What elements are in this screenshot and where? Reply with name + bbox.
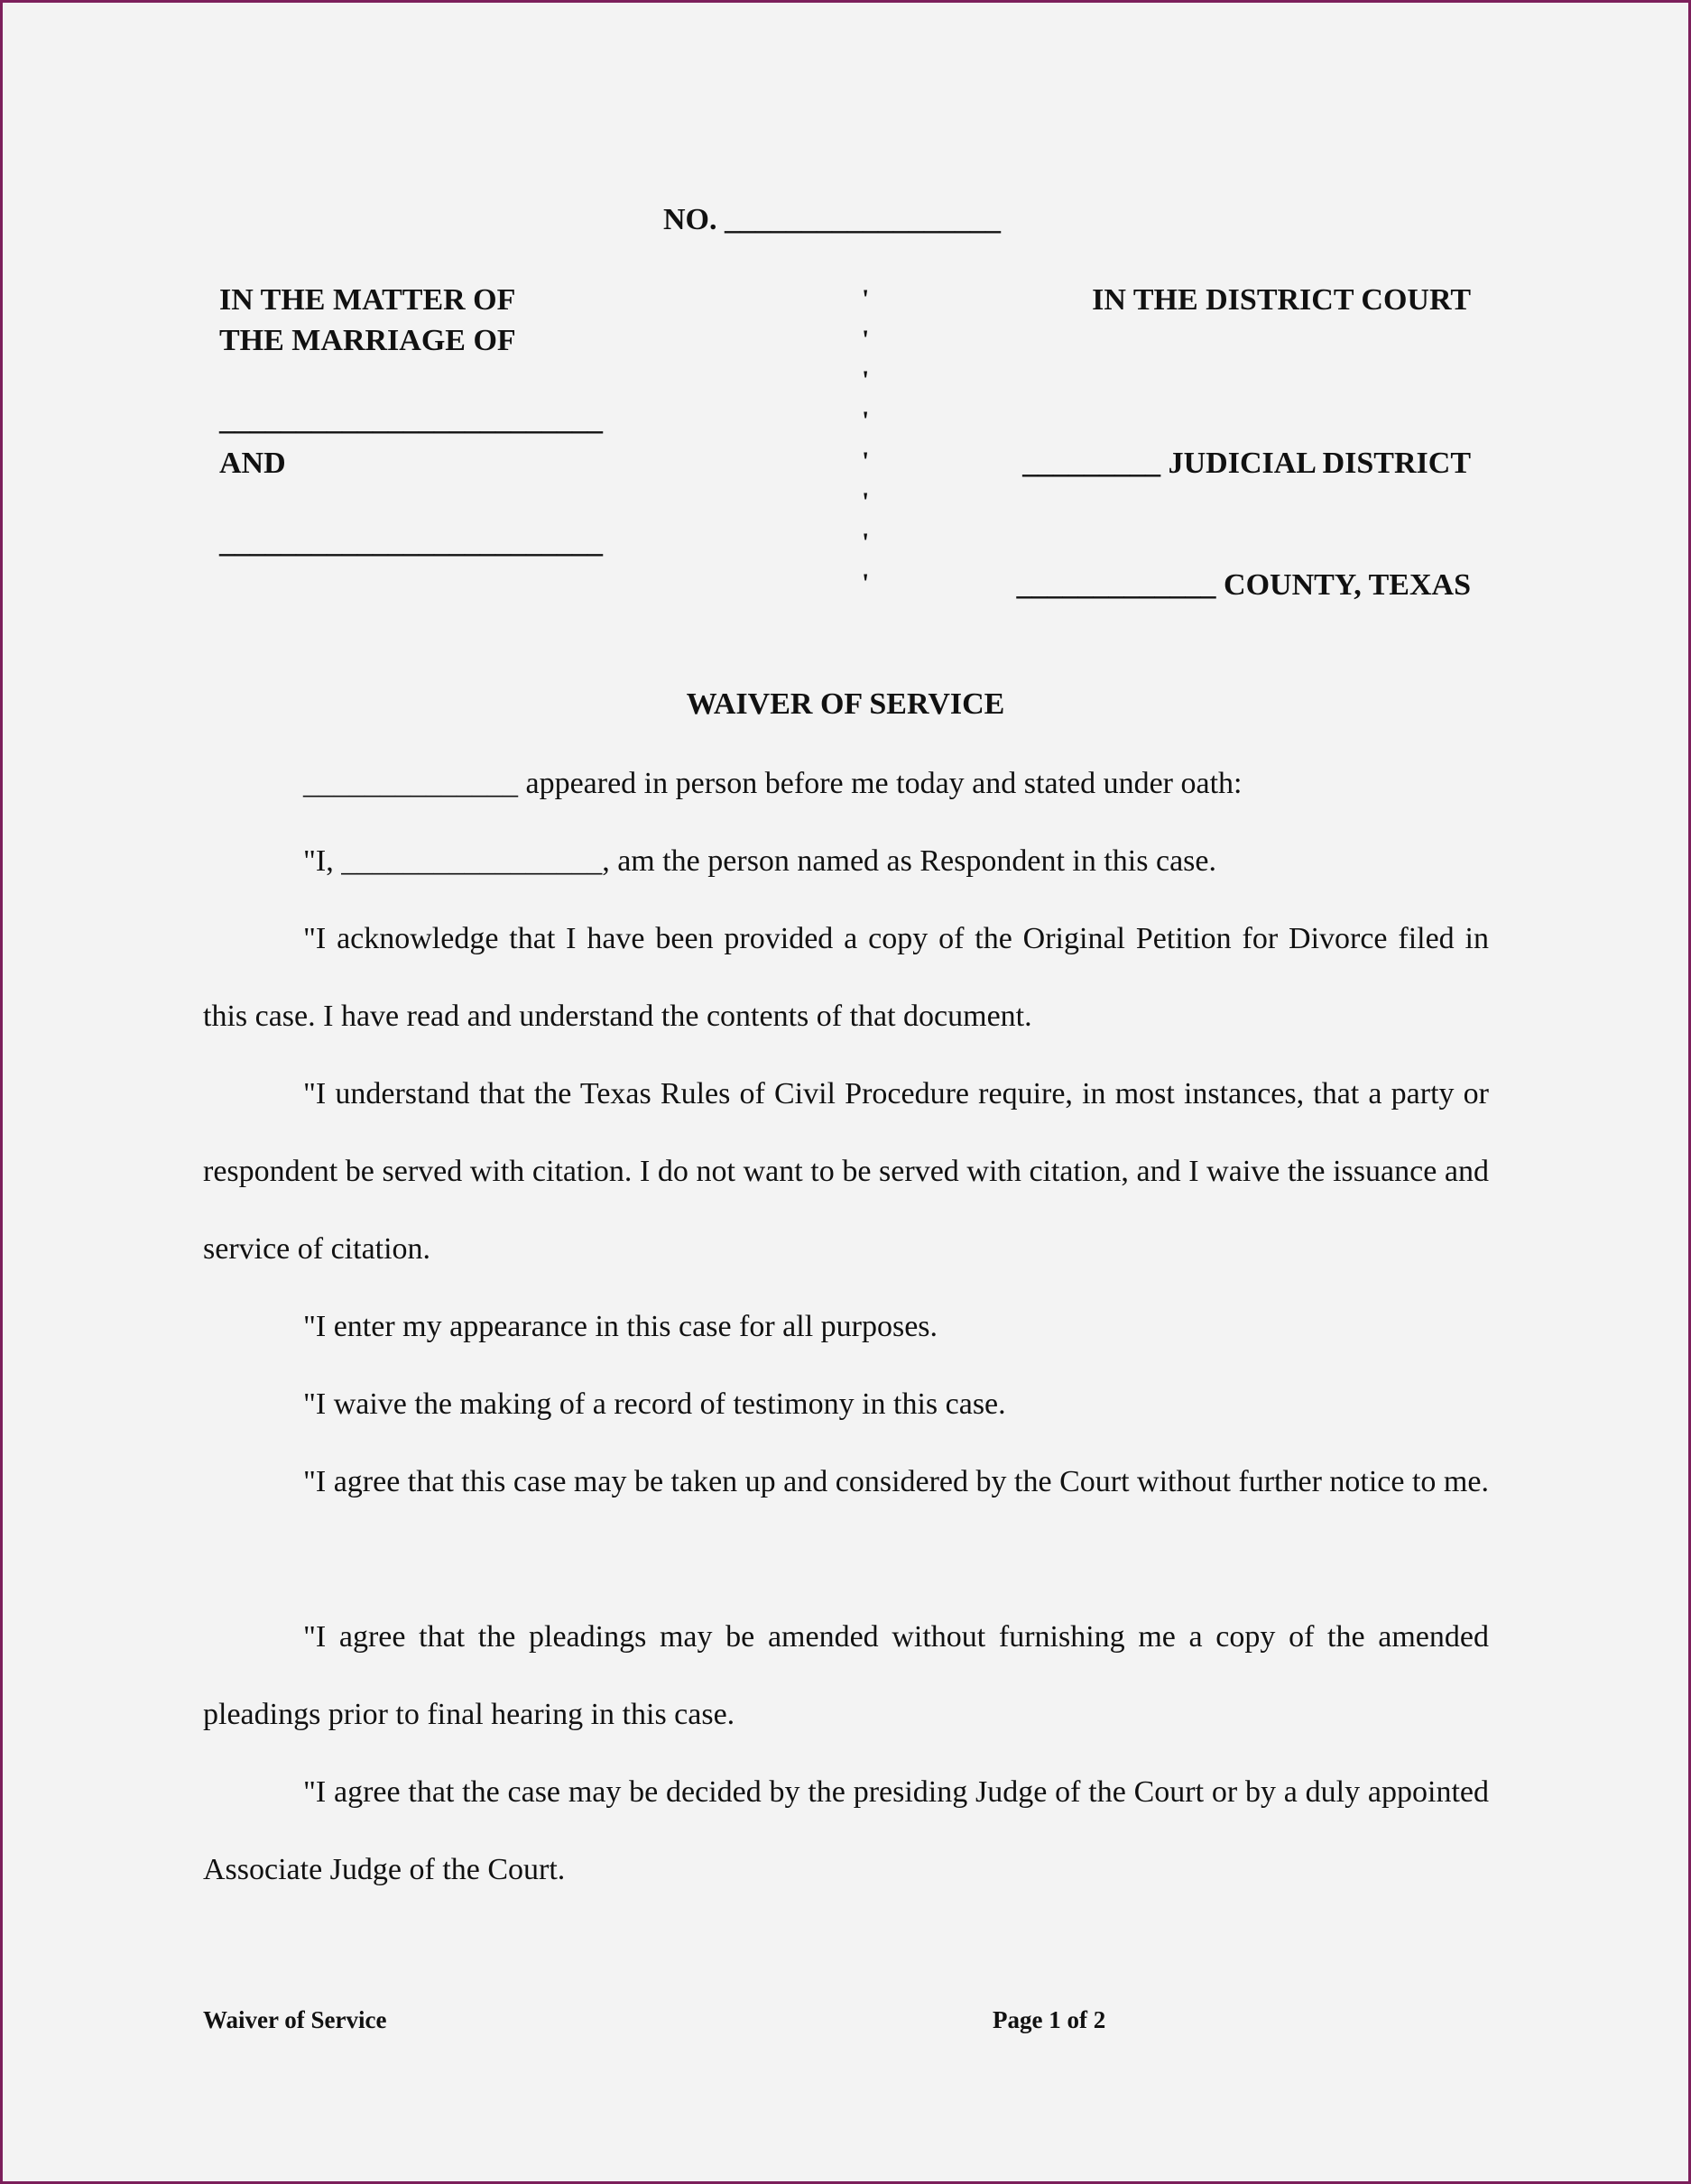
paragraph-no-notice [203, 1443, 1489, 1521]
caption-district-court: IN THE DISTRICT COURT [1092, 283, 1471, 317]
footer-page-number: Page 1 of 2 [993, 2006, 1106, 2033]
paragraph-text: "I agree that this case may be taken up and considered by the Court without further notice to me. [303, 1465, 1489, 1498]
affiant-name-blank[interactable]: ______________ [303, 767, 518, 800]
county-label: COUNTY, TEXAS [1224, 568, 1471, 602]
paragraph-acknowledge [203, 900, 1489, 1055]
paragraph-waive-record [203, 1366, 1489, 1443]
paragraph-text: "I acknowledge that I have been provided a copy of the Original Petition for Divorce filed in this case. I have read and understand the contents of that document. [203, 922, 1489, 1033]
case-number-blank[interactable]: __________________ [725, 203, 1001, 236]
footer-title: Waiver of Service [203, 2006, 387, 2033]
paragraph-text: appeared in person before me today and stated under oath: [518, 767, 1243, 800]
paragraph-appearance [203, 745, 1489, 823]
caption-separator: ' [862, 447, 870, 476]
petitioner-name-blank[interactable]: _________________________ [219, 403, 603, 437]
caption-separator: ' [862, 325, 870, 355]
caption-separator: ' [862, 487, 870, 517]
paragraph-text: "I enter my appearance in this case for all purposes. [303, 1310, 938, 1343]
caption-separator: ' [862, 284, 870, 314]
district-number-blank[interactable]: _________ [1022, 447, 1161, 480]
caption-separator: ' [862, 365, 870, 395]
case-number-label: NO. [663, 203, 717, 236]
paragraph-respondent [203, 823, 1489, 900]
caption-and: AND [219, 447, 286, 480]
paragraph-prefix: "I, [303, 844, 342, 878]
caption-separator: ' [862, 406, 870, 436]
caption-matter-line2: THE MARRIAGE OF [219, 324, 516, 357]
paragraph-text: "I waive the making of a record of testimony in this case. [303, 1387, 1006, 1421]
document-title: WAIVER OF SERVICE [686, 687, 1005, 721]
respondent-name-blank[interactable]: _________________________ [219, 526, 603, 559]
paragraph-text: , am the person named as Respondent in this case. [602, 844, 1216, 878]
judicial-district-label: JUDICIAL DISTRICT [1168, 447, 1471, 480]
caption-county [1017, 568, 1471, 603]
caption-judicial-district [1022, 447, 1471, 481]
paragraph-judge [203, 1754, 1489, 1909]
caption-separator: ' [862, 528, 870, 558]
caption-matter-line1: IN THE MATTER OF [219, 283, 516, 317]
respondent-blank[interactable]: _________________ [341, 844, 603, 878]
paragraph-rules [203, 1055, 1489, 1288]
paragraph-text: "I understand that the Texas Rules of Civil Procedure require, in most instances, that a party or respondent be served with citation. I do not want to be served with citation, and I waive the issuance and service of citation. [203, 1077, 1489, 1266]
county-name-blank[interactable]: _____________ [1016, 568, 1216, 602]
paragraph-amended-pleadings [203, 1599, 1489, 1754]
paragraph-enter-appearance [203, 1288, 1489, 1366]
case-number [663, 203, 1001, 237]
caption-separator: ' [862, 568, 870, 598]
paragraph-text: "I agree that the pleadings may be amended without furnishing me a copy of the amended pleadings prior to final hearing in this case. [203, 1620, 1489, 1731]
paragraph-text: "I agree that the case may be decided by the presiding Judge of the Court or by a duly appointed Associate Judge of the Court. [203, 1775, 1489, 1886]
